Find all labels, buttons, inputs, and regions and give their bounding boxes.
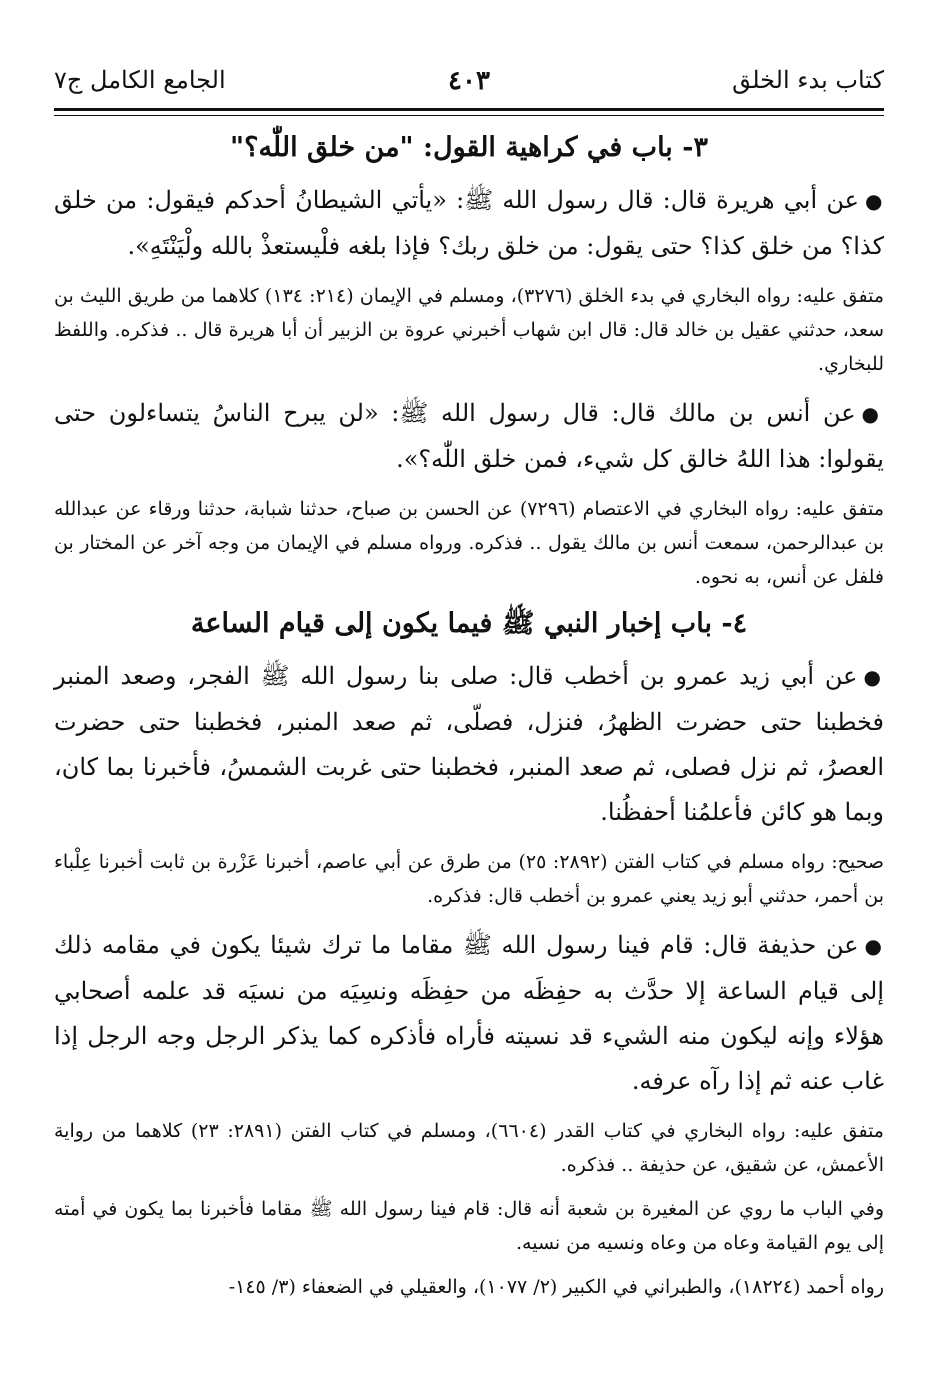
hadith-takhrij: صحيح: رواه مسلم في كتاب الفتن (٢٨٩٢: ٢٥) من طرق عن أبي عاصم، أخبرنا عَزْرة بن ثابت أخبرنا عِلْباء بن أحمر، حدثني أبو زيد يعني عمرو بن أخطب قال: فذكره. bbox=[54, 851, 884, 907]
section-heading-3: ٣- باب في كراهية القول: "من خلق اللّٰه؟" bbox=[230, 132, 708, 163]
hadith-body: عن حذيفة قال: قام فينا رسول الله ﷺ مقاما ما ترك شيئا يكون في مقامه ذلك إلى قيام الساعة إلا حدَّث به حفِظَه من حفِظَه ونسِيَه من نسيَه قد علمه أصحابي هؤلاء وإنه ليكون منه الشيء قد نسيته فأراه فأذكره كما يذكر الرجل وجه الرجل إذا غاب عنه ثم إذا رآه عرفه. bbox=[54, 931, 884, 1095]
hadith-body: عن أنس بن مالك قال: قال رسول الله ﷺ: «لن يبرح الناسُ يتساءلون حتى يقولوا: هذا اللهُ خالق كل شيء، فمن خلق اللّٰه؟». bbox=[54, 399, 884, 473]
bullet-icon: ● bbox=[864, 189, 885, 213]
hadith-takhrij: متفق عليه: رواه البخاري في بدء الخلق (٣٢٧٦)، ومسلم في الإيمان (٢١٤: ١٣٤) كلاهما من طريق الليث بن سعد، حدثني عقيل بن خالد قال: قال ابن شهاب أخبرني عروة بن الزبير أن أبا هريرة قال .. فذكره. واللفظ للبخاري. bbox=[54, 285, 884, 375]
section-heading-4: ٤- باب إخبار النبي ﷺ فيما يكون إلى قيام الساعة bbox=[190, 608, 748, 639]
page-number: ٤٠٣ bbox=[448, 66, 490, 96]
hadith-text bbox=[54, 654, 884, 835]
related-narration-note: وفي الباب ما روي عن المغيرة بن شعبة أنه قال: قام فينا رسول الله ﷺ مقاما فأخبرنا بما يكون في أمته إلى يوم القيامة وعاه من وعاه ونسيه من نسيه. bbox=[54, 1198, 884, 1254]
hadith-text bbox=[54, 178, 884, 269]
hadith-body: عن أبي زيد عمرو بن أخطب قال: صلى بنا رسول الله ﷺ الفجر، وصعد المنبر فخطبنا حتى حضرت الظهرُ، فنزل، فصلّى، ثم صعد المنبر، فخطبنا حتى حضرت العصرُ، ثم نزل فصلى، ثم صعد المنبر، فخطبنا حتى غربت الشمسُ، فأخبرنا بما كان، وبما هو كائن فأعلمُنا أحفظُنا. bbox=[54, 662, 884, 826]
related-narration-sources: رواه أحمد (١٨٢٢٤)، والطبراني في الكبير (٢/ ١٠٧٧)، والعقيلي في الضعفاء (٣/ ١٤٥- bbox=[228, 1276, 884, 1298]
hadith-text bbox=[54, 923, 884, 1104]
bullet-icon: ● bbox=[864, 934, 884, 958]
page-header bbox=[54, 0, 884, 106]
bullet-icon: ● bbox=[863, 665, 885, 689]
bullet-icon: ● bbox=[861, 402, 885, 426]
hadith-takhrij: متفق عليه: رواه البخاري في كتاب القدر (٦٦٠٤)، ومسلم في كتاب الفتن (٢٨٩١: ٢٣) كلاهما من رواية الأعمش، عن شقيق، عن حذيفة .. فذكره. bbox=[54, 1120, 884, 1176]
header-rule-thin bbox=[54, 115, 884, 116]
chapter-title: كتاب بدء الخلق bbox=[732, 66, 884, 94]
book-title: الجامع الكامل ج٧ bbox=[54, 66, 226, 94]
hadith-text bbox=[54, 391, 884, 482]
page-body bbox=[54, 106, 884, 1304]
hadith-takhrij: متفق عليه: رواه البخاري في الاعتصام (٧٢٩٦) عن الحسن بن صباح، حدثنا شبابة، حدثنا ورقاء عن عبدالله بن عبدالرحمن، سمعت أنس بن مالك يقول .. فذكره. ورواه مسلم في الإيمان من وجه آخر عن المختار بن فلفل عن أنس، به نحوه. bbox=[54, 498, 884, 588]
header-rule-thick bbox=[54, 108, 884, 111]
hadith-body: عن أبي هريرة قال: قال رسول الله ﷺ: «يأتي الشيطانُ أحدكم فيقول: من خلق كذا؟ من خلق كذا؟ حتى يقول: من خلق ربك؟ فإذا بلغه فلْيستعذْ بالله ولْيَنْتَهِ». bbox=[54, 186, 884, 260]
